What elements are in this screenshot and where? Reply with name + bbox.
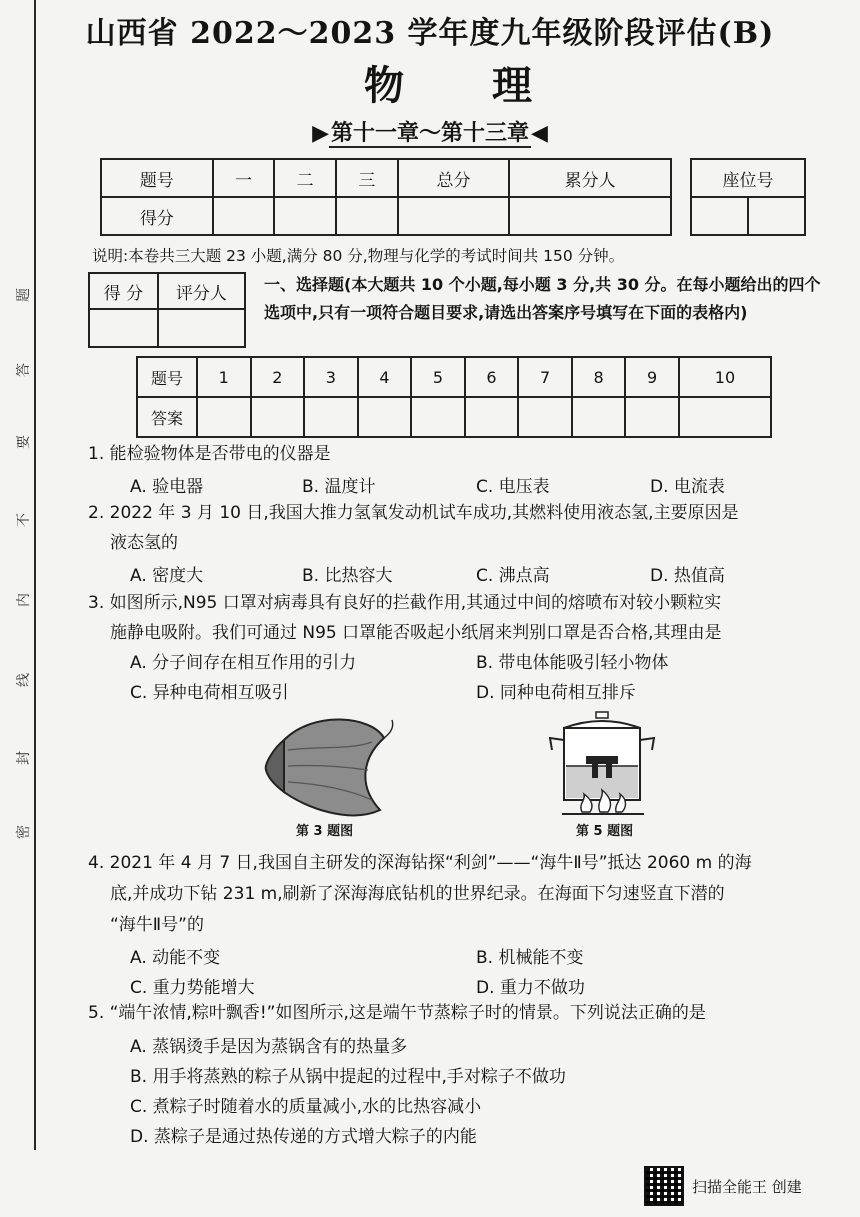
scanner-watermark [644,1166,802,1206]
answer-number: 4 [358,357,412,397]
score-header: 三 [336,159,398,197]
side-label: 密 [16,825,32,839]
option: C. 异种电荷相互吸引 [130,683,289,703]
option: B. 机械能不变 [476,948,584,968]
answer-cell[interactable] [518,397,572,437]
answer-header: 答案 [137,397,197,437]
page-title: 山西省 2022～2023 学年度九年级阶段评估(B) [85,16,775,51]
answer-cell[interactable] [304,397,358,437]
grader-cell[interactable] [158,309,245,347]
figure-caption: 第 3 题图 [296,824,354,839]
answer-number: 3 [304,357,358,397]
score-cell[interactable] [509,197,671,235]
answer-cell[interactable] [465,397,519,437]
question-stem: 3. 如图所示,N95 口罩对病毒具有良好的拦截作用,其通过中间的熔喷布对较小颗粒实 [88,593,722,613]
side-label: 封 [16,751,32,765]
answer-number: 1 [197,357,251,397]
option: A. 密度大 [130,566,204,586]
question-stem: 2. 2022 年 3 月 10 日,我国大推力氢氧发动机试车成功,其燃料使用液态氢,主要原因是 [88,503,739,523]
option: C. 沸点高 [476,566,550,586]
option: A. 验电器 [130,477,204,497]
grader-header: 评分人 [158,273,245,309]
score-header: 总分 [398,159,510,197]
option: D. 电流表 [650,477,725,497]
side-label: 线 [16,673,32,687]
seat-cell[interactable] [748,197,805,235]
answer-cell[interactable] [251,397,305,437]
answer-number: 7 [518,357,572,397]
answer-cell[interactable] [572,397,626,437]
option: B. 比热容大 [302,566,393,586]
answer-number: 8 [572,357,626,397]
option: D. 热值高 [650,566,725,586]
question-stem-cont: 施静电吸附。我们可通过 N95 口罩能否吸起小纸屑来判别口罩是否合格,其理由是 [110,623,722,643]
subject-char: 理 [492,62,532,109]
figure-caption: 第 5 题图 [576,824,634,839]
score-header: 一 [213,159,275,197]
answer-cell[interactable] [197,397,251,437]
steamer-pot-figure [544,708,660,818]
score-header: 累分人 [509,159,671,197]
option: A. 分子间存在相互作用的引力 [130,653,357,673]
section-heading: 一、选择题(本大题共 10 个小题,每小题 3 分,共 30 分。在每小题给出的四个选项中,只有一项符合题目要求,请选出答案序号填写在下面的表格内) [264,275,821,322]
question-stem: 1. 能检验物体是否带电的仪器是 [88,444,331,464]
answer-cell[interactable] [411,397,465,437]
grader-table [88,272,246,348]
question-stem-cont: 底,并成功下钻 231 m,刷新了深海海底钻机的世界纪录。在海面下匀速竖直下潜的 [110,884,725,904]
seat-table [690,158,806,236]
option: B. 温度计 [302,477,376,497]
seat-label: 座位号 [691,159,805,197]
question-stem: 4. 2021 年 4 月 7 日,我国自主研发的深海钻探“利剑”——“海牛Ⅱ号”抵达 2060 m 的海 [88,853,752,873]
score-header: 题号 [101,159,213,197]
score-cell[interactable] [336,197,398,235]
grader-header: 得 分 [89,273,158,309]
option: A. 动能不变 [130,948,221,968]
answer-cell[interactable] [679,397,771,437]
chapter-label: 第十一章～第十三章 [330,120,529,146]
option: B. 带电体能吸引轻小物体 [476,653,669,673]
seat-cell[interactable] [691,197,748,235]
answer-number: 6 [465,357,519,397]
subject-char: 物 [364,62,404,109]
exam-note: 说明:本卷共三大题 23 小题,满分 80 分,物理与化学的考试时间共 150 分钟。 [92,247,625,265]
side-label: 不 [16,513,32,527]
option: B. 用手将蒸熟的粽子从锅中提起的过程中,手对粽子不做功 [130,1067,566,1087]
answer-number: 2 [251,357,305,397]
side-label: 要 [16,435,32,449]
chapter-range [0,116,860,147]
option: D. 重力不做功 [476,978,585,998]
option: A. 蒸锅烫手是因为蒸锅含有的热量多 [130,1037,408,1057]
question-stem: 5. “端午浓情,粽叶飘香!”如图所示,这是端午节蒸粽子时的情景。下列说法正确的是 [88,1003,706,1023]
answer-header: 题号 [137,357,197,397]
option: C. 重力势能增大 [130,978,255,998]
qr-code-icon [644,1166,684,1206]
arrow-right-icon: ▶ [312,120,329,146]
score-row-label: 得分 [101,197,213,235]
score-cell[interactable] [274,197,336,235]
side-label: 答 [16,363,32,377]
score-header: 二 [274,159,336,197]
arrow-left-icon: ◀ [531,120,548,146]
watermark-text: 扫描全能王 创建 [692,1177,802,1196]
question-stem-cont: 液态氢的 [110,533,178,553]
answer-cell[interactable] [358,397,412,437]
grader-cell[interactable] [89,309,158,347]
score-cell[interactable] [213,197,275,235]
score-cell[interactable] [398,197,510,235]
score-table [100,158,672,236]
binding-line [34,0,36,1150]
side-label: 题 [16,288,32,302]
answer-table [136,356,772,438]
answer-number: 9 [625,357,679,397]
n95-mask-figure [254,712,404,818]
answer-cell[interactable] [625,397,679,437]
side-label: 内 [16,593,32,607]
option: D. 蒸粽子是通过热传递的方式增大粽子的内能 [130,1127,477,1147]
answer-number: 5 [411,357,465,397]
option: D. 同种电荷相互排斥 [476,683,636,703]
answer-number: 10 [679,357,771,397]
option: C. 电压表 [476,477,550,497]
option: C. 煮粽子时随着水的质量减小,水的比热容减小 [130,1097,482,1117]
question-stem-cont: “海牛Ⅱ号”的 [110,915,204,935]
